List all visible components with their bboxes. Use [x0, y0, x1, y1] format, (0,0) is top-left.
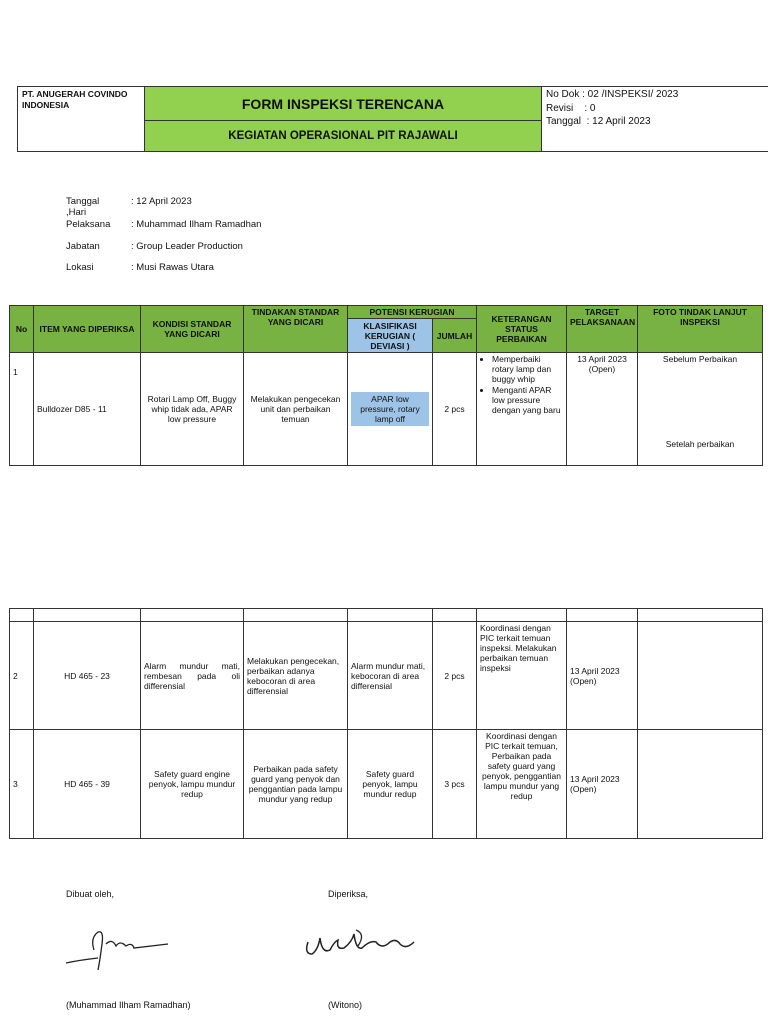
row-jumlah: 2 pcs — [433, 353, 477, 466]
blank-row — [10, 609, 763, 622]
foto-before-label: Sebelum Perbaikan — [662, 354, 738, 364]
inspection-table — [9, 305, 763, 466]
col-keterangan: KETERANGAN STATUS PERBAIKAN — [477, 306, 567, 353]
row-jumlah: 3 pcs — [433, 730, 477, 839]
creator-name: (Muhammad Ilham Ramadhan) — [66, 1000, 191, 1010]
row-tindakan: Melakukan pengecekan, perbaikan adanya kebocoran di area differensial — [244, 622, 348, 730]
info-value: : Musi Rawas Utara — [131, 262, 214, 273]
doc-number: No Dok : 02 /INSPEKSI/ 2023 — [546, 89, 679, 100]
row-keterangan: Koordinasi dengan PIC terkait temuan inspeksi. Melakukan perbaikan temuan inspeksi — [477, 622, 567, 730]
col-potensi: POTENSI KERUGIAN — [348, 306, 477, 319]
document-info — [546, 88, 678, 129]
form-title: FORM INSPEKSI TERENCANA — [145, 87, 542, 121]
row-keterangan — [477, 353, 567, 466]
info-value: : Group Leader Production — [131, 241, 243, 252]
row-kondisi: Rotari Lamp Off, Buggy whip tidak ada, APAR low pressure — [141, 353, 244, 466]
keterangan-item: • Menganti APAR low pressure dengan yang baru — [492, 385, 563, 415]
row-target: 13 April 2023 (Open) — [567, 622, 638, 730]
col-foto: FOTO TINDAK LANJUT INSPEKSI — [638, 306, 763, 353]
row-kondisi: Alarm mundur mati, rembesan pada oli differensial — [141, 622, 244, 730]
table-row — [10, 730, 763, 839]
col-item: ITEM YANG DIPERIKSA — [34, 306, 141, 353]
form-subtitle: KEGIATAN OPERASIONAL PIT RAJAWALI — [145, 121, 542, 151]
row-klasifikasi: APAR low pressure, rotary lamp off — [351, 392, 429, 426]
row-klasifikasi: Alarm mundur mati, kebocoran di area differensial — [348, 622, 433, 730]
row-item: HD 465 - 23 — [34, 622, 141, 730]
signature-creator — [60, 920, 180, 975]
col-tindakan: TINDAKAN STANDAR YANG DICARI — [244, 306, 348, 353]
row-klasifikasi-cell — [348, 353, 433, 466]
col-klasifikasi: KLASIFIKASI KERUGIAN ( DEVIASI ) — [348, 319, 433, 353]
row-foto — [638, 353, 763, 466]
row-item: Bulldozer D85 - 11 — [34, 353, 141, 466]
checked-by-label: Diperiksa, — [328, 889, 369, 899]
row-kondisi: Safety guard engine penyok, lampu mundur redup — [141, 730, 244, 839]
info-value: : 12 April 2023 — [131, 196, 192, 207]
row-klasifikasi: Safety guard penyok, lampu mundur redup — [348, 730, 433, 839]
row-target: 13 April 2023 (Open) — [567, 730, 638, 839]
col-no: No — [10, 306, 34, 353]
signature-checker — [300, 920, 430, 965]
info-label: Tanggal ,Hari — [66, 196, 100, 218]
row-item: HD 465 - 39 — [34, 730, 141, 839]
row-foto — [638, 730, 763, 839]
row-no: 3 — [10, 730, 34, 839]
row-target: 13 April 2023 (Open) — [567, 353, 638, 466]
col-jumlah: JUMLAH — [433, 319, 477, 353]
created-by-label: Dibuat oleh, — [66, 889, 115, 899]
col-target: TARGET PELAKSANAAN — [567, 306, 638, 353]
row-keterangan: Koordinasi dengan PIC terkait temuan, Perbaikan pada safety guard yang penyok, penggantian lampu mundur yang redup — [477, 730, 567, 839]
doc-revision: Revisi : 0 — [546, 102, 596, 114]
info-label: Jabatan — [66, 241, 100, 252]
info-label: Pelaksana — [66, 219, 111, 230]
form-header — [17, 86, 768, 152]
info-value: : Muhammad Ilham Ramadhan — [131, 219, 262, 230]
row-no: 1 — [10, 353, 34, 466]
row-tindakan: Melakukan pengecekan unit dan perbaikan temuan — [244, 353, 348, 466]
inspection-table-continued — [9, 608, 763, 839]
col-kondisi: KONDISI STANDAR YANG DICARI — [141, 306, 244, 353]
row-no: 2 — [10, 622, 34, 730]
row-foto — [638, 622, 763, 730]
row-jumlah: 2 pcs — [433, 622, 477, 730]
info-label: Lokasi — [66, 262, 94, 273]
keterangan-item: • Memperbaiki rotary lamp dan buggy whip — [492, 354, 563, 384]
table-row — [10, 353, 763, 466]
foto-after-label: Setelah perbaikan — [665, 439, 735, 449]
row-tindakan: Perbaikan pada safety guard yang penyok dan penggantian pada lampu mundur yang redup — [244, 730, 348, 839]
checker-name: (Witono) — [328, 1000, 363, 1010]
company-name: PT. ANUGERAH COVINDO INDONESIA — [18, 87, 145, 151]
table-row — [10, 622, 763, 730]
doc-date: Tanggal : 12 April 2023 — [546, 116, 651, 127]
